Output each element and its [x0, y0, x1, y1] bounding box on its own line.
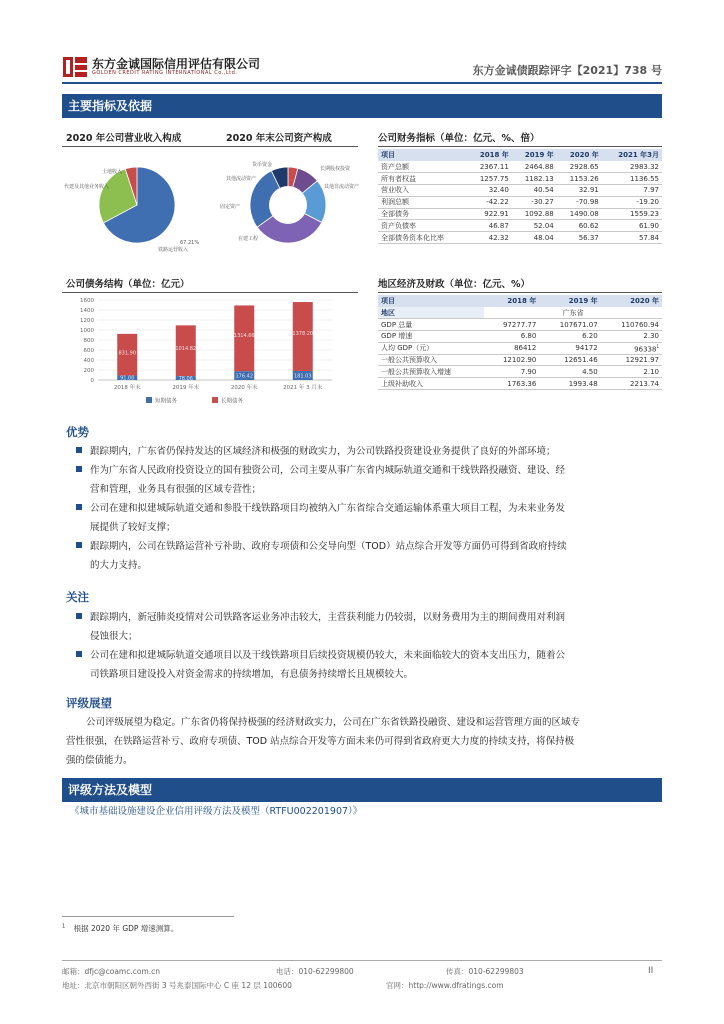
bullet-square-icon [76, 613, 82, 619]
region-cell: 12921.97 [601, 354, 662, 366]
region-cell: 6.20 [539, 331, 600, 343]
short-debt-data-label: 91.00 [120, 375, 135, 382]
fin-cell: 1092.88 [512, 208, 557, 220]
pie2-label-5: 长期股权投资 [320, 166, 351, 172]
list-item-text: 跟踪期内，新冠肺炎疫情对公司铁路客运业务冲击较大，主营获利能力仍较弱，以财务费用为主的期间费用对利润 [90, 612, 566, 623]
pie1-title: 2020 年公司营业收入构成 [66, 133, 182, 144]
region-cell: 12102.90 [484, 354, 539, 366]
fin-row [378, 232, 662, 244]
region-row [378, 378, 662, 390]
fin-header-cell: 项目 [378, 149, 467, 161]
region-area-row [378, 307, 662, 319]
debt-legend [146, 397, 244, 405]
region-cell: 2.10 [601, 366, 662, 378]
advantages-title: 优势 [66, 425, 89, 439]
outlook-line: 公司评级展望为稳定。广东省仍将保持极强的经济财政实力，公司在广东省铁路投融资、建设和运营管理方面的区域专 [86, 717, 581, 728]
fin-row-label: 营业收入 [378, 185, 467, 197]
region-area-label: 地区 [378, 307, 484, 319]
fin-cell: 57.84 [602, 232, 662, 244]
region-row-label: GDP 总量 [378, 319, 484, 331]
region-header-cell: 2018 年 [484, 295, 539, 307]
pie1-chart [62, 150, 212, 260]
list-item [76, 442, 666, 461]
fin-cell: 2928.65 [557, 161, 602, 173]
list-item-text: 公司在建和拟建城际轨道交通项目以及干线铁路项目后续投资规模仍较大，未来面临较大的资本支出压力，随着公 [90, 650, 566, 661]
region-cell: 12651.46 [539, 354, 600, 366]
long-debt-data-label: 831.90 [118, 350, 136, 357]
bullet-square-icon [76, 542, 82, 548]
pie2-title: 2020 年末公司资产构成 [226, 133, 332, 144]
fin-cell: 1182.13 [512, 173, 557, 185]
fin-row-label: 所有者权益 [378, 173, 467, 185]
footer-phone: 电话：010-62299800 [276, 967, 354, 976]
region-cell: 107671.07 [539, 319, 600, 331]
fin-cell: 32.40 [467, 185, 512, 197]
header-divider [62, 82, 662, 84]
region-row-label: 人均 GDP（元） [378, 342, 484, 354]
fin-header-row [378, 149, 662, 161]
region-cell: 94172 [539, 342, 600, 354]
region-table [378, 295, 662, 390]
fin-cell: 7.97 [602, 185, 662, 197]
list-item [76, 461, 666, 499]
fin-row-label: 全部债务资本化比率 [378, 232, 467, 244]
fin-header-cell: 2020 年 [557, 149, 602, 161]
long-debt-data-label: 1314.66 [233, 333, 255, 340]
region-cell: 86412 [484, 342, 539, 354]
fin-row-label: 利润总额 [378, 196, 467, 208]
region-cell [601, 342, 662, 354]
list-item-text: 公司在建和拟建城际轨道交通和参股干线铁路项目均被纳入广东省综合交通运输体系重大项目工程，为未来业务发 [90, 503, 566, 514]
fin-header-cell: 2021 年3月 [602, 149, 662, 161]
region-row [378, 342, 662, 354]
y-tick-label: 600 [83, 348, 94, 354]
x-tick-label: 2019 年末 [172, 385, 200, 391]
y-tick-label: 200 [83, 368, 94, 374]
x-tick-label: 2021 年 3 月末 [283, 385, 323, 391]
region-cell: 97277.77 [484, 319, 539, 331]
bullet-square-icon [76, 447, 82, 453]
company-name-en: GOLDEN CREDIT RATING INTERNATIONAL Co.,Ltd. [92, 70, 238, 76]
region-row-label: 上级补助收入 [378, 378, 484, 390]
region-footnote-mark: 1 [656, 343, 659, 349]
fin-cell: 1257.75 [467, 173, 512, 185]
region-title: 地区经济及财政（单位：亿元、%） [378, 279, 531, 290]
fin-header-cell: 2019 年 [512, 149, 557, 161]
fin-row [378, 208, 662, 220]
region-cell-value: 96338 [634, 344, 657, 353]
section-bar-method: 评级方法及模型 [62, 778, 662, 802]
pie2-label-2: 固定资产 [220, 204, 241, 210]
concerns-title: 关注 [66, 590, 89, 604]
list-item-text: 跟踪期内，公司在铁路运营补亏补助、政府专项债和公交导向型（TOD）站点综合开发等方面仍可得到省政府持续 [90, 541, 567, 552]
footer-divider [62, 960, 662, 961]
fin-cell: 61.90 [602, 220, 662, 232]
y-tick-label: 1000 [80, 328, 94, 334]
region-row [378, 319, 662, 331]
company-name-cn: 东方金诚国际信用评估有限公司 [92, 57, 261, 71]
list-item [76, 646, 666, 684]
list-item-text: 司铁路项目建设投入对资金需求的持续增加，有息债务持续增长且规模较大。 [90, 669, 414, 680]
list-item [76, 499, 666, 537]
list-item [76, 537, 666, 575]
region-cell: 4.50 [539, 366, 600, 378]
y-tick-label: 400 [83, 358, 94, 364]
fin-cell: 922.91 [467, 208, 512, 220]
legend-swatch-long [212, 397, 218, 403]
debt-title-line [62, 292, 358, 293]
fin-cell: -30.27 [512, 196, 557, 208]
fin-row-label: 全部债务 [378, 208, 467, 220]
list-item-text: 作为广东省人民政府投资设立的国有独资公司，公司主要从事广东省内城际轨道交通和干线铁路投融资、建设、经 [90, 465, 566, 476]
company-logo-icon [62, 56, 88, 78]
region-row [378, 331, 662, 343]
fin-cell: 56.37 [557, 232, 602, 244]
list-item-text: 跟踪期内，广东省仍保持发达的区域经济和极强的财政实力，为公司铁路投资建设业务提供了良好的外部环境； [90, 446, 556, 457]
footer-fax: 传真：010-62299803 [446, 967, 524, 976]
report-number: 东方金诚债跟踪评字【2021】738 号 [472, 64, 662, 77]
footer-website[interactable]: 官网：http://www.dfratings.com [386, 981, 504, 990]
fin-row [378, 220, 662, 232]
region-cell: 1993.48 [539, 378, 600, 390]
concerns-list [76, 608, 666, 684]
fin-table [378, 149, 662, 244]
fin-cell: 1490.08 [557, 208, 602, 220]
legend-short-label: 短期债务 [155, 398, 178, 405]
fin-row [378, 196, 662, 208]
region-cell: 1763.36 [484, 378, 539, 390]
long-debt-data-label: 1014.82 [175, 346, 197, 353]
footer-email: 邮箱：dfjc@coamc.com.cn [62, 967, 161, 976]
pie2-chart [216, 150, 360, 260]
fin-cell: 52.04 [512, 220, 557, 232]
bullet-square-icon [76, 504, 82, 510]
region-header-cell: 2020 年 [601, 295, 662, 307]
bullet-square-icon [76, 466, 82, 472]
list-item [76, 608, 666, 646]
fin-cell: -70.98 [557, 196, 602, 208]
region-row-label: 一般公共预算收入增速 [378, 366, 484, 378]
short-debt-data-label: 78.06 [178, 376, 193, 383]
outlook-title: 评级展望 [66, 696, 112, 710]
region-row [378, 354, 662, 366]
fin-cell: 1559.23 [602, 208, 662, 220]
pie1-label-0: 铁路运营收入 [158, 247, 189, 253]
outlook-line: 强的偿债能力。 [66, 755, 133, 766]
footnote-mark: 1 [62, 923, 66, 930]
fin-cell: 60.62 [557, 220, 602, 232]
outlook-line: 营性很强，在铁路运营补亏、政府专项债、TOD 站点综合开发等方面未来仍可得到省政府更大力度的持续支持，将保持极 [66, 736, 575, 747]
legend-swatch-short [146, 397, 152, 403]
fin-cell: 1153.26 [557, 173, 602, 185]
region-row [378, 366, 662, 378]
fin-cell: 2983.32 [602, 161, 662, 173]
advantages-list [76, 442, 666, 575]
fin-header-cell: 2018 年 [467, 149, 512, 161]
fin-row [378, 185, 662, 197]
region-cell: 2213.74 [601, 378, 662, 390]
fin-cell: 1136.55 [602, 173, 662, 185]
footnote-text: 根据 2020 年 GDP 增速测算。 [73, 924, 179, 933]
fin-cell: 46.87 [467, 220, 512, 232]
pie1-value-label: 67.21% [180, 240, 200, 246]
region-header-row [378, 295, 662, 307]
outlook-paragraph [66, 713, 666, 770]
bullet-square-icon [76, 651, 82, 657]
region-title-line [378, 292, 662, 293]
y-tick-label: 0 [90, 378, 94, 384]
pie2-label-1: 其他流动资产 [226, 176, 257, 182]
fin-row [378, 173, 662, 185]
fin-row [378, 161, 662, 173]
pie2-label-0: 货币资金 [252, 162, 273, 168]
y-tick-label: 800 [83, 338, 94, 344]
pie1-label-2: 土地收入 [102, 169, 123, 175]
short-debt-data-label: 181.03 [294, 373, 312, 380]
region-row-label: 一般公共预算收入 [378, 354, 484, 366]
fin-cell: 42.32 [467, 232, 512, 244]
y-tick-label: 1200 [80, 318, 94, 324]
list-item-text: 展提供了较好支撑； [90, 522, 176, 533]
pie2-label-3: 在建工程 [238, 236, 259, 242]
region-cell: 110760.94 [601, 319, 662, 331]
fin-row-label: 资产负债率 [378, 220, 467, 232]
list-item-text: 的大力支持。 [90, 560, 148, 571]
fin-cell: 48.04 [512, 232, 557, 244]
section-bar-main-indicators: 主要指标及依据 [62, 94, 662, 118]
footnote-divider [62, 916, 234, 917]
region-cell: 7.90 [484, 366, 539, 378]
footnote [62, 923, 178, 934]
pie-section-line [62, 146, 358, 147]
fin-cell: 2464.88 [512, 161, 557, 173]
fin-cell: -42.22 [467, 196, 512, 208]
fin-cell: 32.91 [557, 185, 602, 197]
fin-row-label: 资产总额 [378, 161, 467, 173]
short-debt-data-label: 176.42 [235, 373, 253, 380]
fin-cell: 40.54 [512, 185, 557, 197]
list-item-text: 营和管理，业务具有很强的区域专营性； [90, 484, 262, 495]
legend-long-label: 长期债务 [221, 398, 244, 405]
region-row-label: GDP 增速 [378, 331, 484, 343]
fin-title: 公司财务指标（单位：亿元、%、倍） [378, 133, 540, 144]
debt-title: 公司债务结构（单位：亿元） [66, 279, 190, 290]
x-tick-label: 2018 年末 [113, 385, 141, 391]
fin-cell: -19.20 [602, 196, 662, 208]
list-item-text: 侵蚀很大； [90, 631, 138, 642]
x-tick-label: 2020 年末 [230, 385, 258, 391]
pie2-label-4: 其他非流动资产 [324, 184, 360, 190]
fin-cell: 2367.11 [467, 161, 512, 173]
footer-address: 地址：北京市朝阳区朝外西街 3 号兆泰国际中心 C 座 12 层 100600 [62, 981, 292, 990]
region-header-cell: 2019 年 [539, 295, 600, 307]
region-cell: 6.80 [484, 331, 539, 343]
region-header-cell: 项目 [378, 295, 484, 307]
long-debt-data-label: 1378.20 [292, 331, 314, 338]
region-area-name: 广东省 [484, 307, 662, 319]
y-tick-label: 1600 [80, 298, 94, 304]
region-cell: 2.30 [601, 331, 662, 343]
page-number: II [648, 966, 654, 976]
method-link[interactable]: 《城市基础设施建设企业信用评级方法及模型（RTFU002201907）》 [70, 806, 363, 817]
fin-title-line [378, 146, 662, 147]
debt-chart [62, 294, 358, 412]
y-tick-label: 1400 [80, 308, 94, 314]
pie1-label-1: 代建及其他业务收入 [64, 184, 110, 190]
